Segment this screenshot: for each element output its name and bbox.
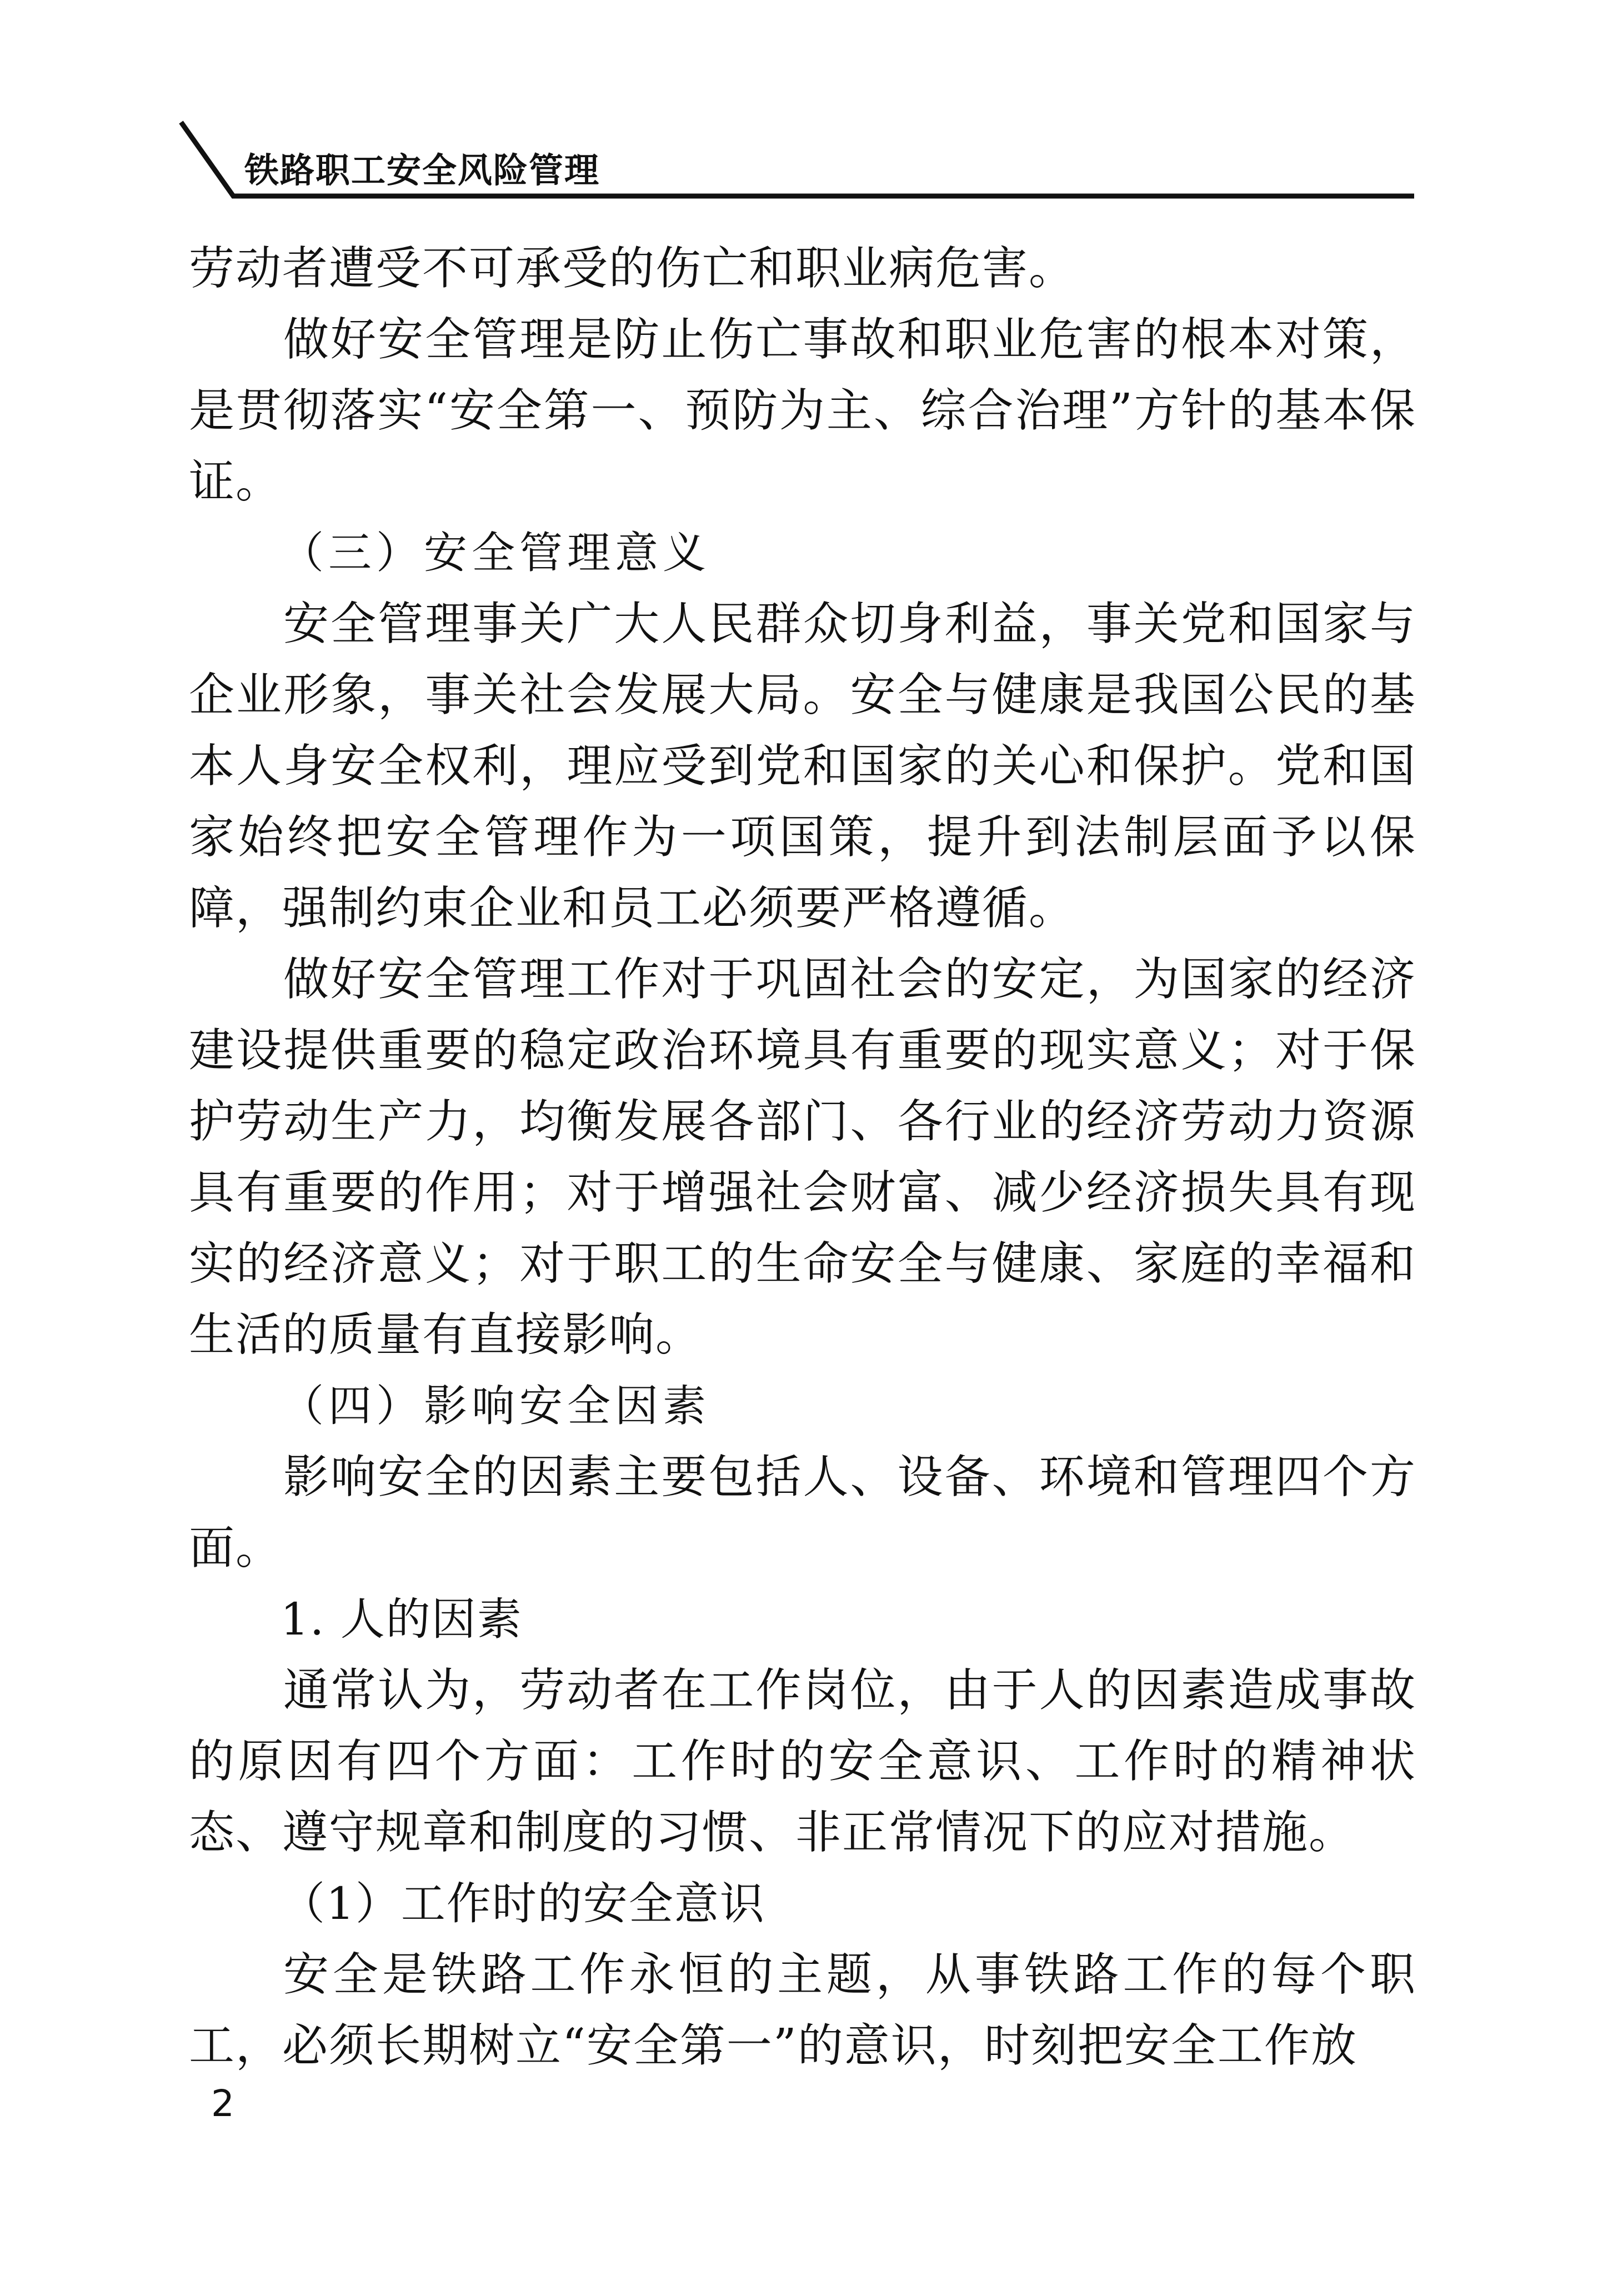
paragraph: 通常认为，劳动者在工作岗位，由于人的因素造成事故的原因有四个方面：工作时的安全意识、工作时的精神状态、遵守规章和制度的习惯、非正常情况下的应对措施。	[189, 1664, 1416, 1859]
paragraph: 做好安全管理工作对于巩固社会的安定，为国家的经济建设提供重要的稳定政治环境具有重要的现实意义；对于保护劳动生产力，均衡发展各部门、各行业的经济劳动力资源具有重要的作用；对于增强社会财富、减少经济损失具有现实的经济意义；对于职工的生命安全与健康、家庭的幸福和生活的质量有直接影响。	[189, 953, 1416, 1361]
section-heading: （四）影响安全因素	[280, 1381, 711, 1431]
numbered-heading: （1）工作时的安全意识	[280, 1878, 765, 1929]
paragraph: 影响安全的因素主要包括人、设备、环境和管理四个方面。	[189, 1451, 1416, 1575]
paragraph-continuation: 劳动者遭受不可承受的伤亡和职业病危害。	[189, 242, 1076, 295]
section-heading: （三）安全管理意义	[280, 528, 711, 578]
running-head	[178, 116, 1416, 204]
numbered-heading: 1. 人的因素	[280, 1593, 523, 1645]
paragraph: 做好安全管理是防止伤亡事故和职业危害的根本对策，是贯彻落实“安全第一、预防为主、综合治理”方针的基本保证。	[189, 313, 1416, 508]
paragraph: 安全管理事关广大人民群众切身利益，事关党和国家与企业形象，事关社会发展大局。安全与健康是我国公民的基本人身安全权利，理应受到党和国家的关心和保护。党和国家始终把安全管理作为一项国策，提升到法制层面予以保障，强制约束企业和员工必须要严格遵循。	[189, 598, 1416, 935]
paragraph: 安全是铁路工作永恒的主题，从事铁路工作的每个职工，必须长期树立“安全第一”的意识，时刻把安全工作放	[189, 1948, 1416, 2072]
running-head-title: 铁路职工安全风险管理	[244, 150, 600, 191]
body-text	[189, 233, 1416, 2082]
page-number: 2	[211, 2082, 234, 2125]
